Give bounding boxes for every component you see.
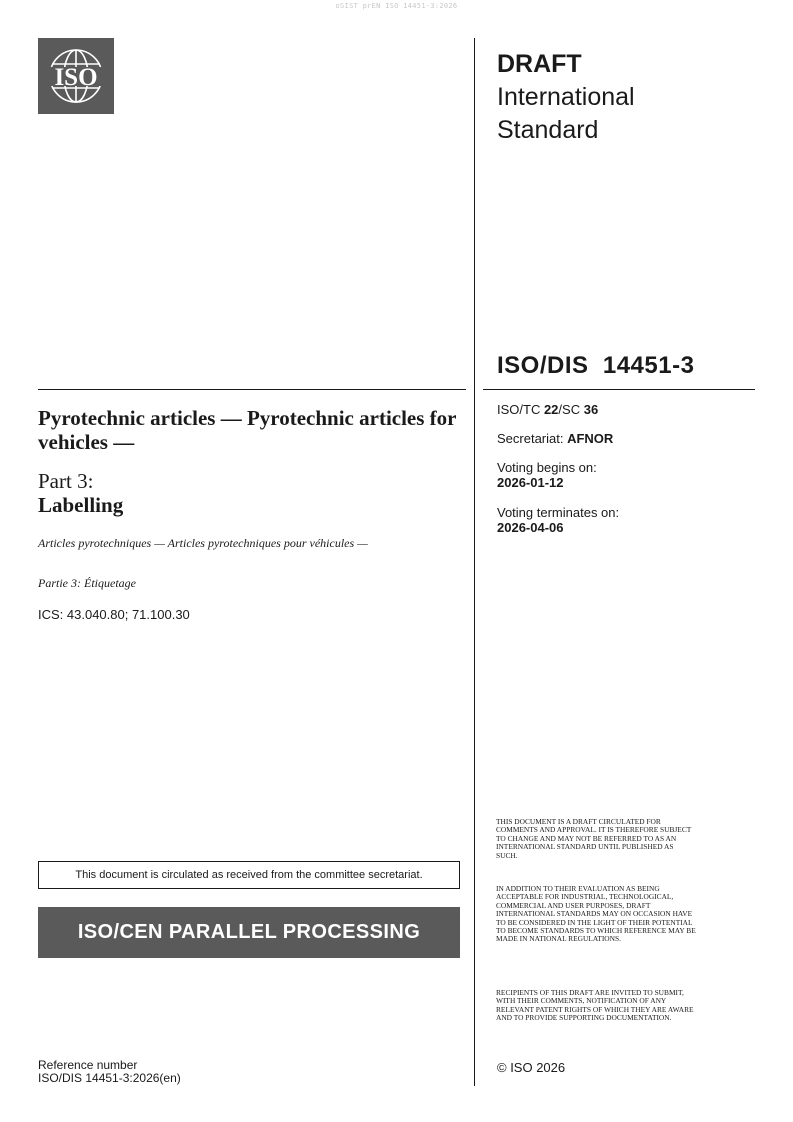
document-title: Pyrotechnic articles — Pyrotechnic articles for vehicles — [38,406,457,454]
voting-terminates-date: 2026-04-06 [497,520,564,535]
standard-number: ISO/DIS 14451-3 [497,352,695,379]
draft-notice-paragraph-1: THIS DOCUMENT IS A DRAFT CIRCULATED FOR COMMENTS AND APPROVAL. IT IS THEREFORE SUBJECT TO CHANGE AND MAY NOT BE REFERRED TO AS AN INTERNATIONAL STANDARD UNTIL PUBLISHED AS SUCH. [496,817,692,860]
ics-codes: ICS: 43.040.80; 71.100.30 [38,607,190,622]
part-title: Labelling [38,493,124,517]
draft-label: DRAFT [497,50,582,78]
draft-notice-paragraph-2: IN ADDITION TO THEIR EVALUATION AS BEING ACCEPTABLE FOR INDUSTRIAL, TECHNOLOGICAL, COMMERCIAL AND USER PURPOSES, DRAFT INTERNATIONAL STANDARDS MAY ON OCCASION HAVE TO BE CONSIDERED IN THE LIGHT OF THEIR POTENTIAL TO BECOME STANDARDS TO WHICH REFERENCE MAY BE MADE IN NATIONAL REGULATIONS. [496,884,696,944]
voting-terminates-label: Voting terminates on: [497,505,620,520]
french-title: Articles pyrotechniques — Articles pyrotechniques pour véhicules — [38,536,368,550]
part-label: Part 3: [38,469,94,493]
document-stage-title [497,48,635,147]
vertical-divider [474,38,475,1086]
copyright: © ISO 2026 [497,1060,566,1075]
french-part-title: Partie 3: Étiquetage [38,576,136,590]
watermark: oSIST prEN ISO 14451-3:2026 [335,2,458,10]
voting-terminates [497,505,619,535]
logo-text: ISO [54,64,98,91]
voting-begins-date: 2026-01-12 [497,475,564,490]
draft-notice-paragraph-3: RECIPIENTS OF THIS DRAFT ARE INVITED TO SUBMIT, WITH THEIR COMMENTS, NOTIFICATION OF ANY RELEVANT PATENT RIGHTS OF WHICH THEY ARE AWARE AND TO PROVIDE SUPPORTING DOCUMENTATION. [496,988,694,1023]
parallel-processing-banner: ISO/CEN PARALLEL PROCESSING [38,907,460,958]
reference-label: Reference number [38,1058,138,1072]
iso-logo [38,38,114,114]
voting-begins [497,460,597,490]
right-horizontal-rule [483,389,755,390]
committee-line: ISO/TC 22/SC 36 [497,402,599,417]
doc-type-line1: International [497,83,635,111]
left-horizontal-rule [38,389,466,390]
secretariat-line: Secretariat: AFNOR [497,431,614,446]
reference-number [38,1059,181,1085]
iso-globe-logo-icon [38,38,114,114]
voting-begins-label: Voting begins on: [497,460,597,475]
reference-value: ISO/DIS 14451-3:2026(en) [38,1071,181,1085]
doc-type-line2: Standard [497,116,599,144]
circulated-note: This document is circulated as received from the committee secretariat. [38,861,460,889]
